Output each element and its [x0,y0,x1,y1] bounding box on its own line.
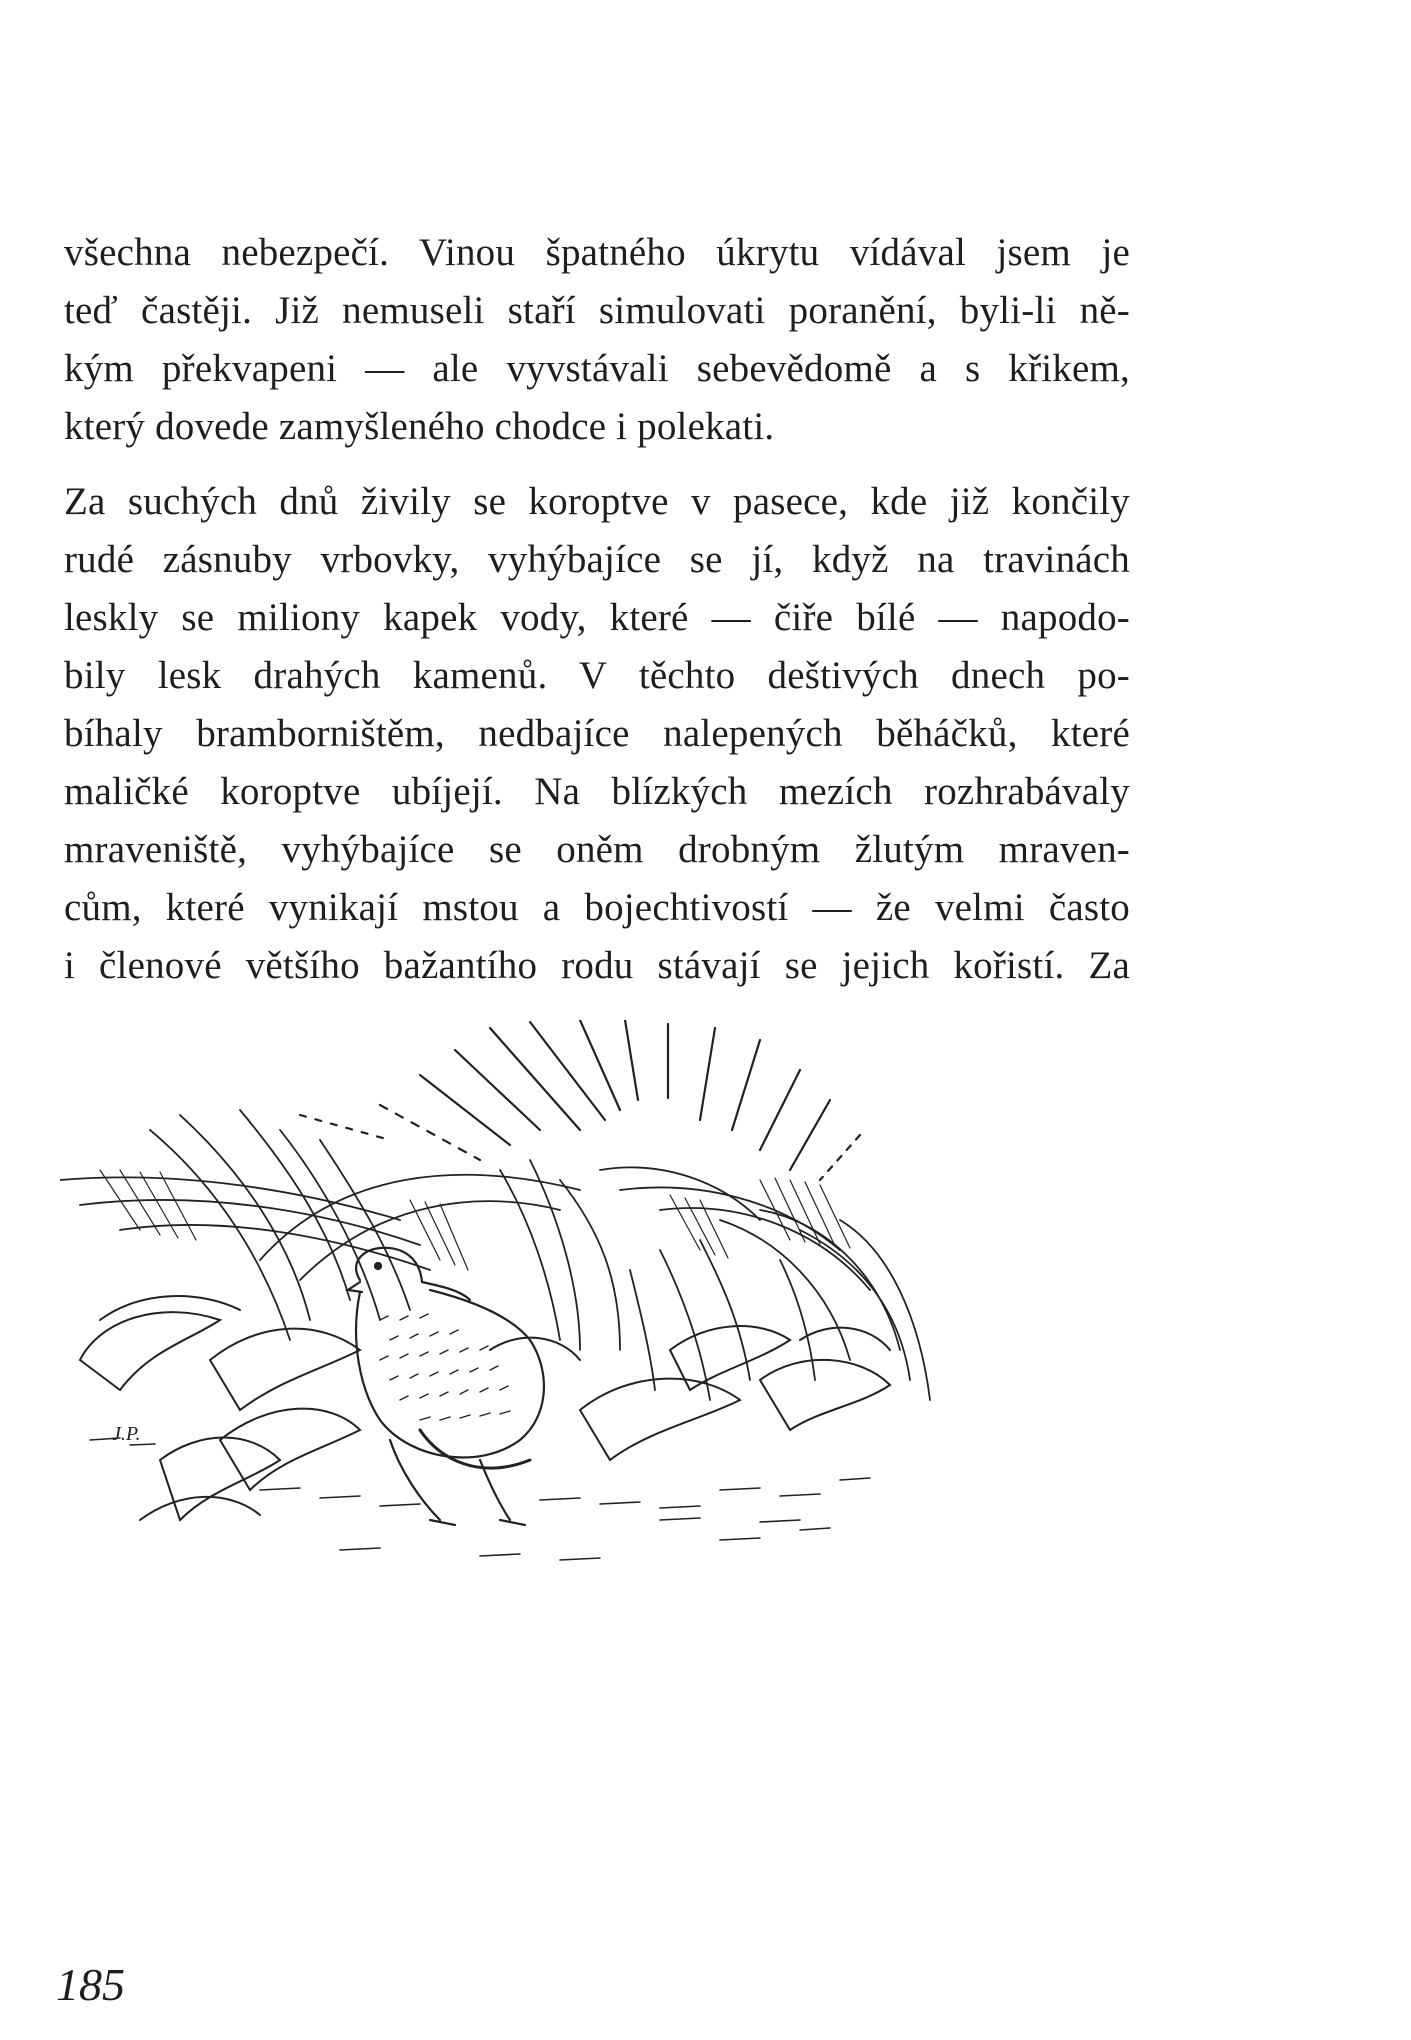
page-number: 185 [56,1959,125,2010]
text-line: bíhaly bramborništěm, nedbajíce nalepených běháčků, které [64,712,1130,755]
paragraph-text [64,224,1130,456]
text-line: teď častěji. Již nemuseli staří simulovati poranění, byli-li ně- [64,289,1130,332]
leaves [80,1296,890,1520]
paragraph-text [64,473,1130,995]
text-line: který dovede zamyšleného chodce i polekati. [64,405,775,448]
partridge-illustration [60,1020,1140,1580]
text-line: bily lesk drahých kamenů. V těchto deštivých dnech po- [64,654,1130,697]
text-line: kým překvapeni — ale vyvstávali sebevědomě a s křikem, [64,347,1130,390]
text-line: maličké koroptve ubíjejí. Na blízkých mezích rozhrabávaly [64,770,1130,813]
partridge-bird [348,1248,544,1525]
grass-hatching [100,1170,850,1270]
paragraph-2 [64,473,1130,995]
paragraph-1 [64,224,1130,456]
artist-signature: J.P. [112,1423,141,1445]
text-line: cům, které vynikají mstou a bojechtivostí — že velmi často [64,886,1130,929]
text-line: i členové většího bažantího rodu stávají se jejich kořistí. Za [64,944,1130,987]
text-line: mraveniště, vyhýbajíce se oněm drobným žlutým mraven- [64,828,1130,871]
text-line: rudé zásnuby vrbovky, vyhýbajíce se jí, když na travinách [64,538,1130,581]
feather-marks [380,1314,510,1420]
sun-rays [300,1020,860,1180]
text-line: leskly se miliony kapek vody, které — čiře bílé — napodo- [64,596,1130,639]
text-line: všechna nebezpečí. Vinou špatného úkrytu vídával jsem je [64,231,1130,274]
text-line: Za suchých dnů živily se koroptve v pasece, kde již končily [64,480,1130,523]
